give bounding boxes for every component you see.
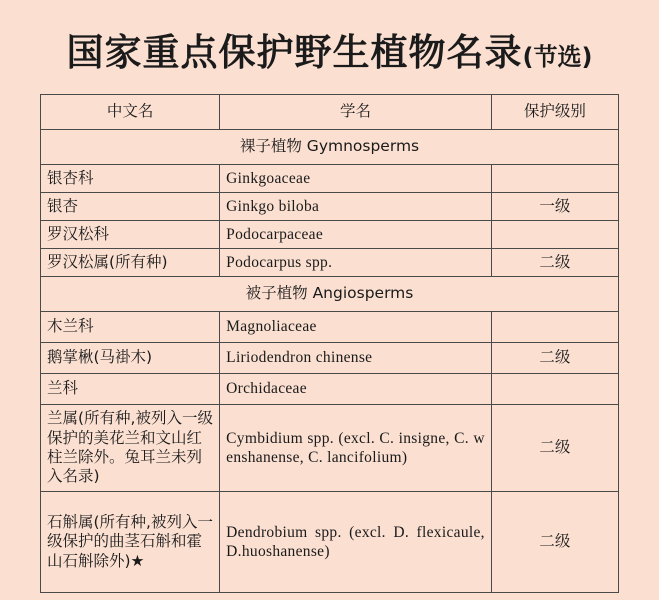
- column-header-chinese-name: 中文名: [41, 95, 220, 130]
- cell-scientific-name: Ginkgo biloba: [220, 193, 492, 221]
- cell-protection-level: [491, 221, 618, 249]
- cell-scientific-name: Ginkgoaceae: [220, 165, 492, 193]
- cell-chinese-name: 兰属(所有种,被列入一级保护的美花兰和文山红柱兰除外。兔耳兰未列入名录): [41, 405, 220, 492]
- title-sub-text: (节选): [522, 43, 593, 71]
- table-row: [41, 165, 619, 193]
- cell-chinese-name: 石斛属(所有种,被列入一级保护的曲茎石斛和霍山石斛除外)★: [41, 492, 220, 593]
- table-row: [41, 312, 619, 343]
- table-row: [41, 492, 619, 593]
- cell-chinese-name: 银杏科: [41, 165, 220, 193]
- cell-protection-level: 一级: [491, 193, 618, 221]
- cell-protection-level: [491, 312, 618, 343]
- table-row: [41, 193, 619, 221]
- title-main-text: 国家重点保护野生植物名录: [66, 31, 523, 74]
- cell-protection-level: 二级: [491, 343, 618, 374]
- table-row: [41, 249, 619, 277]
- cell-scientific-name: Cymbidium spp. (excl. C. insigne, C. wenshanense, C. lancifolium): [220, 405, 492, 492]
- table-row: [41, 221, 619, 249]
- cell-chinese-name: 兰科: [41, 374, 220, 405]
- cell-scientific-name: Liriodendron chinense: [220, 343, 492, 374]
- cell-scientific-name: Orchidaceae: [220, 374, 492, 405]
- group-header-row-gymnosperms: [41, 130, 619, 165]
- table-header-row: [41, 95, 619, 130]
- column-header-scientific-name: 学名: [220, 95, 492, 130]
- cell-chinese-name: 罗汉松属(所有种): [41, 249, 220, 277]
- cell-chinese-name: 银杏: [41, 193, 220, 221]
- column-header-protection-level: 保护级别: [491, 95, 618, 130]
- cell-scientific-name: Podocarpaceae: [220, 221, 492, 249]
- cell-chinese-name: 鹅掌楸(马褂木): [41, 343, 220, 374]
- table-row: [41, 343, 619, 374]
- protected-plants-table: [40, 94, 619, 593]
- cell-chinese-name: 木兰科: [41, 312, 220, 343]
- cell-protection-level: 二级: [491, 492, 618, 593]
- group-header-row-angiosperms: [41, 277, 619, 312]
- table-row: [41, 405, 619, 492]
- cell-protection-level: [491, 374, 618, 405]
- cell-scientific-name: Magnoliaceae: [220, 312, 492, 343]
- page-title: [40, 0, 619, 94]
- cell-protection-level: 二级: [491, 249, 618, 277]
- cell-protection-level: 二级: [491, 405, 618, 492]
- cell-scientific-name: Podocarpus spp.: [220, 249, 492, 277]
- group-label-angiosperms: 被子植物 Angiosperms: [41, 277, 619, 312]
- cell-scientific-name: Dendrobium spp. (excl. D. flexicaule, D.huoshanense): [220, 492, 492, 593]
- group-label-gymnosperms: 裸子植物 Gymnosperms: [41, 130, 619, 165]
- cell-protection-level: [491, 165, 618, 193]
- table-row: [41, 374, 619, 405]
- cell-chinese-name: 罗汉松科: [41, 221, 220, 249]
